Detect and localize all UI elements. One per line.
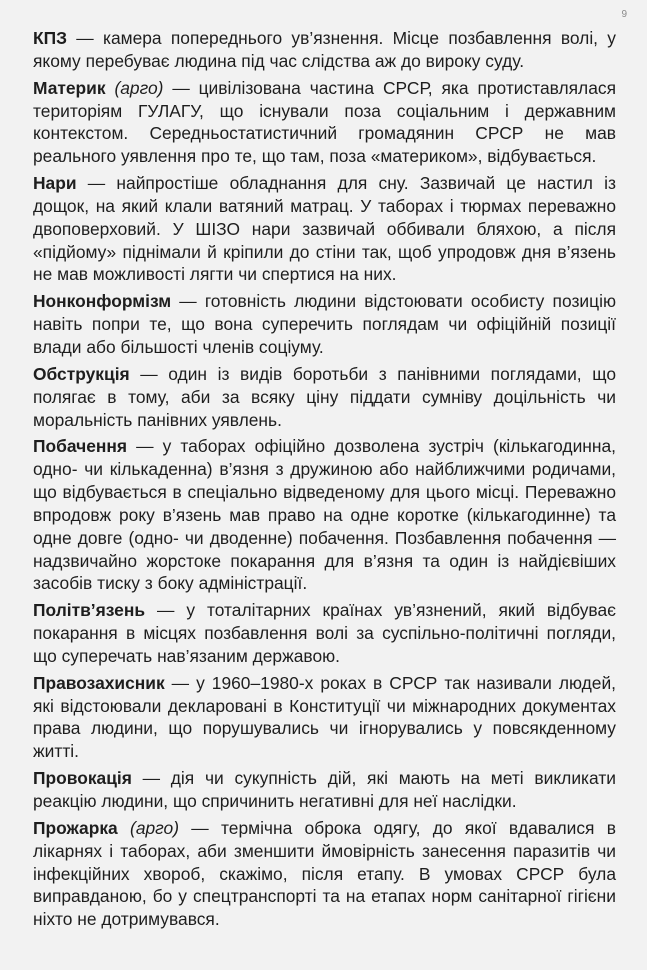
entry-term: Правозахисник [33,672,165,693]
entry-definition: — у 1960–1980-х роках в СРСР так називали людей, які відстоювали декларовані в Конституції чи міжнародних документах права людини, що порушувались чи ігнорувались у повсякденному житті. [33,672,616,762]
glossary-entry [33,599,616,668]
glossary-entry [33,27,616,73]
glossary-entry [33,172,616,286]
entry-term: Обструкція [33,363,130,384]
entry-definition: — цивілізована частина СРСР, яка протиставлялася територіям ГУЛАГУ, що існували поза соціальним і державним контекстом. Середньостатистичний громадянин СРСР не мав реального уявлення про те, що там, поза «материком», відбувається. [33,77,616,167]
entry-definition: — у тоталітарних країнах ув’язнений, який відбуває покарання в місцях позбавлення волі за суспільно-політичні погляди, що суперечать нав’язаним державою. [33,600,616,666]
entry-definition: — у таборах офіційно дозволена зустріч (кількагодинна, одно- чи кількаденна) в’язня з дружиною або найближчими родичами, що відбувається в спеціально відведеному для цього місці. Переважно впродовж року в’язень мав право на одне коротке (кількагодинне) та одне довге (одно- чи дводенне) побачення. Позбавлення побачення — надзвичайно жорстоке покарання для в’язня та один із найдієвіших засобів тиску з боку адміністрації. [33,436,616,594]
glossary-entries [33,27,616,935]
glossary-entry [33,77,616,168]
glossary-entry [33,672,616,763]
entry-definition: — дія чи сукупність дій, які мають на меті викликати реакцію людини, що спричинить негативні для неї наслідки. [33,768,616,811]
entry-definition: — найпростіше обладнання для сну. Зазвичай це настил із дощок, на який клали ватяний матрац. У таборах і тюрмах переважно двоповерховий. У ШІЗО нари зазвичай оббивали бляхою, а після «підйому» піднімали й кріпили до стіни так, щоб упродовж дня в’язень не мав можливості лягти чи спертися на них. [33,173,616,285]
entry-term: КПЗ [33,28,68,48]
entry-term: Материк [33,77,106,98]
entry-definition: — готовність людини відстоювати особисту позицію навіть попри те, що вона суперечить поглядам чи офіційній позиції влади або більшості членів соціуму. [33,291,616,357]
entry-term: Нари [33,173,77,194]
glossary-entry [33,363,616,432]
entry-definition: — один із видів боротьби з панівними поглядами, що полягає в тому, аби за всяку ціну піддати сумніву доцільність чи моральність панівних уявлень. [33,363,616,430]
entry-term: Нонконформізм [33,291,172,312]
glossary-entry [33,767,616,813]
page-number: 9 [621,9,627,20]
entry-note: (арго) [117,817,180,838]
entry-term: Провокація [33,768,132,789]
glossary-entry [33,435,616,595]
entry-definition: — камера попереднього ув’язнення. Місце позбавлення волі, у якому перебуває людина під час слідства аж до вироку суду. [33,28,616,71]
glossary-entry [33,290,616,359]
glossary-entry [33,817,616,931]
entry-term: Прожарка [33,817,118,838]
entry-definition: — термічна оброка одягу, до якої вдавалися в лікарнях і таборах, аби зменшити ймовірність занесення паразитів чи інфекційних хвороб, скажімо, після етапу. В умовах СРСР була виправданою, бо у спецтранспорті та на етапах норм санітарної гігієни ніхто не дотримувався. [33,817,616,930]
entry-note: (арго) [105,77,164,98]
entry-term: Побачення [33,436,128,457]
entry-term: Політв’язень [33,600,146,621]
